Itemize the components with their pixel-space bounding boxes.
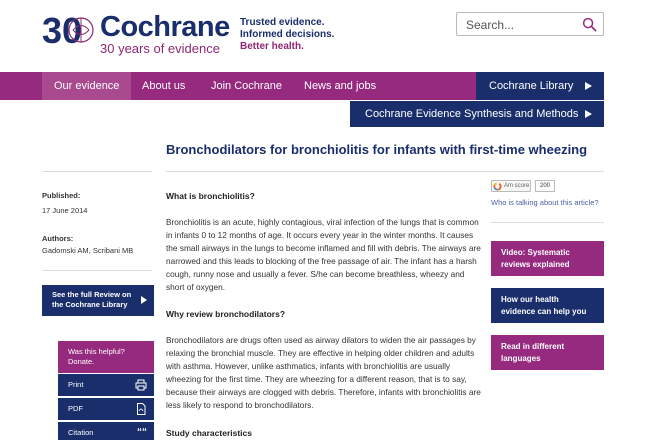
published-date: 17 June 2014 <box>42 206 88 215</box>
donate-button[interactable] <box>58 341 154 373</box>
altmetric-donut-icon <box>493 182 502 191</box>
pdf-icon <box>135 403 147 415</box>
play-arrow-icon <box>141 296 147 304</box>
divider <box>42 171 152 172</box>
search-input[interactable] <box>466 16 576 33</box>
altmetric-link[interactable]: Who is talking about this article? <box>491 198 599 207</box>
altmetric-label <box>504 182 529 191</box>
full-review-button[interactable] <box>42 285 154 316</box>
section-heading: Study characteristics <box>166 428 252 438</box>
citation-label: Citation <box>68 428 94 437</box>
quote-icon: ““ <box>137 427 147 438</box>
search-box <box>456 12 604 36</box>
play-arrow-icon <box>585 82 592 90</box>
logo-30-mark-icon <box>42 10 100 56</box>
logo-number: 30 <box>42 10 83 51</box>
section-heading: Why review bronchodilators? <box>166 309 286 319</box>
health-box-line-2: evidence can help you <box>501 307 587 316</box>
video-systematic-reviews-button[interactable] <box>491 241 604 276</box>
full-review-line-2: the Cochrane Library <box>52 300 128 309</box>
full-review-line-1: See the full Review on <box>52 290 132 299</box>
altmetric-score-label: score <box>514 183 530 189</box>
tagline-line-2: Informed decisions. <box>240 29 335 40</box>
altmetric-label-box <box>491 180 531 192</box>
nav-news-and-jobs[interactable]: News and jobs <box>304 80 377 92</box>
authors-label: Authors: <box>42 234 74 243</box>
video-box-line-2: reviews explained <box>501 260 570 269</box>
cochrane-library-label: Cochrane Library <box>489 80 574 92</box>
authors-value: Gadomski AM, Scribani MB <box>42 246 134 255</box>
video-box-line-1: Video: Systematic <box>501 248 570 257</box>
health-box-line-1: How our health <box>501 295 559 304</box>
altmetric-score: 200 <box>535 180 555 192</box>
health-evidence-button[interactable] <box>491 288 604 323</box>
tagline-line-3: Better health. <box>240 41 304 52</box>
evidence-synthesis-button[interactable] <box>350 101 604 127</box>
divider <box>166 171 604 172</box>
helpful-line-1: Was this helpful? <box>68 347 125 356</box>
logo-subtitle: 30 years of evidence <box>100 41 220 56</box>
altmetric-badge-text: Am <box>504 183 513 189</box>
print-label: Print <box>68 380 84 389</box>
divider <box>42 270 152 271</box>
print-icon <box>135 379 147 391</box>
published-label: Published: <box>42 191 81 200</box>
altmetric-badge[interactable] <box>491 180 561 192</box>
citation-button[interactable] <box>58 422 154 440</box>
section-paragraph: Bronchodilators are drugs often used as airway dilators to widen the air passages by relaxing the bronchial muscle. They are effective in helping older children and adults with asthma. However, unlike asthmatics, infants with bronchiolitis are usually wheezing for the first time. They are wheezing for a different reason, that is to say, because their airways are clogged with debris. Therefore, infants with bronchiolitis are less likely to respond to bronchodilators. <box>166 335 481 410</box>
pdf-label: PDF <box>68 404 83 413</box>
play-arrow-icon <box>585 110 592 118</box>
section-paragraph: Bronchiolitis is an acute, highly contagious, viral infection of the lungs that is common in infants 0 to 12 months of age. It occurs every year in the winter months. It causes the small airways in the lungs to become inflamed and fill with debris. The airways are narrowed and this leads to blocking of the free passage of air. The infant has a harsh cough, runny nose and usually a fever. S/he can become breathless, wheezy and short of oxygen. <box>166 217 481 292</box>
cochrane-logo[interactable] <box>42 10 232 56</box>
logo-name: Cochrane <box>100 11 230 43</box>
languages-box-line-1: Read in different <box>501 342 565 351</box>
nav-join-cochrane[interactable]: Join Cochrane <box>211 80 282 92</box>
article-body <box>166 190 484 439</box>
languages-box-line-2: languages <box>501 354 541 363</box>
pdf-button[interactable] <box>58 398 154 420</box>
helpful-line-2: Donate. <box>68 357 95 366</box>
nav-about-us[interactable]: About us <box>142 80 186 92</box>
page-title: Bronchodilators for bronchiolitis for infants with first-time wheezing <box>166 142 588 157</box>
tagline-line-1: Trusted evidence. <box>240 17 325 28</box>
evidence-synthesis-label: Cochrane Evidence Synthesis and Methods <box>365 108 579 120</box>
divider <box>491 222 604 223</box>
tagline <box>240 17 334 53</box>
cochrane-library-button[interactable] <box>476 72 604 100</box>
main-nav <box>0 72 476 100</box>
read-languages-button[interactable] <box>491 335 604 370</box>
print-button[interactable] <box>58 374 154 396</box>
search-icon[interactable] <box>582 17 597 32</box>
section-heading: What is bronchiolitis? <box>166 191 255 201</box>
nav-our-evidence[interactable]: Our evidence <box>42 72 131 100</box>
